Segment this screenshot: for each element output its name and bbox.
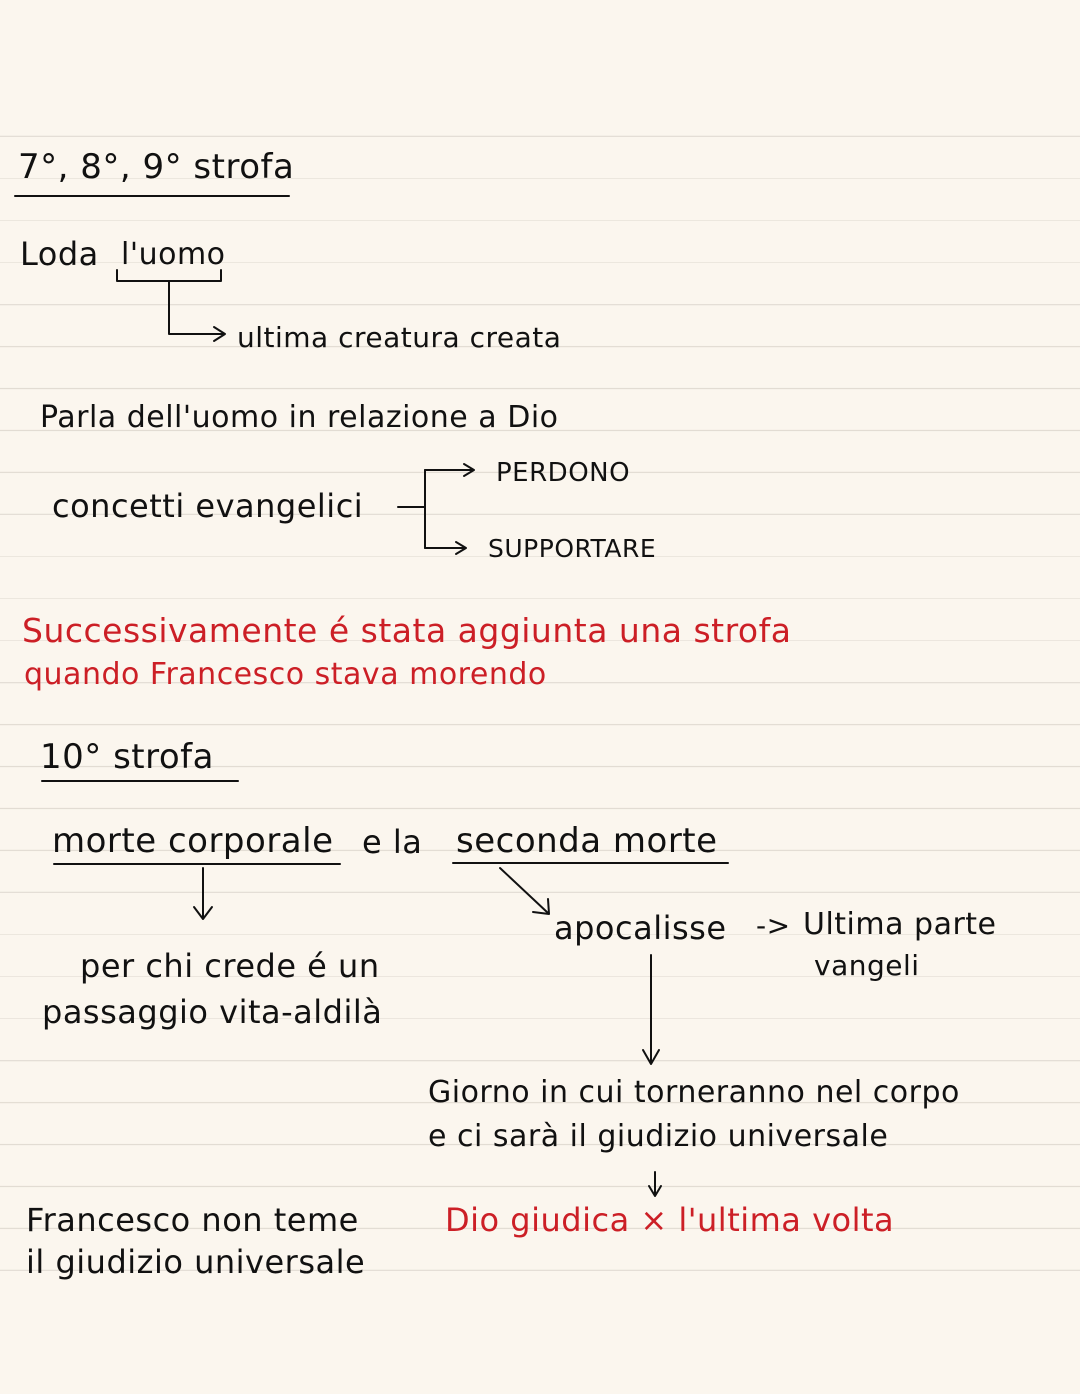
red-note-line2: quando Francesco stava morendo	[24, 657, 547, 692]
dio-giudica: Dio giudica × l'ultima volta	[445, 1201, 895, 1239]
red-note-line1: Successivamente é stata aggiunta una strofa	[22, 611, 792, 650]
apocalisse-arrow-text: ->	[756, 909, 791, 942]
apocalisse: apocalisse	[554, 909, 727, 947]
heading-top: 7°, 8°, 9° strofa	[18, 147, 295, 187]
loda-arrow	[169, 282, 224, 334]
loda-object: l'uomo	[121, 237, 226, 272]
ultima-parte-line2: vangeli	[814, 949, 920, 982]
morte-connector: e la	[362, 823, 423, 861]
ultima-parte-line1: Ultima parte	[803, 907, 997, 942]
concetti-item-supportare: SUPPORTARE	[488, 534, 657, 563]
francesco-line1: Francesco non teme	[26, 1201, 359, 1239]
morte-corporale: morte corporale	[52, 821, 334, 861]
giorno-line1: Giorno in cui torneranno nel corpo	[428, 1075, 960, 1110]
giorno-line2: e ci sarà il giudizio universale	[428, 1119, 889, 1154]
loda-prefix: Loda	[20, 235, 99, 273]
corporale-desc-line1: per chi crede é un	[80, 947, 380, 985]
francesco-line2: il giudizio universale	[26, 1243, 366, 1281]
seconda-morte: seconda morte	[456, 821, 718, 861]
heading-10: 10° strofa	[40, 737, 214, 777]
loda-arrow-text: ultima creatura creata	[237, 321, 562, 354]
parla-line: Parla dell'uomo in relazione a Dio	[40, 400, 559, 435]
corporale-desc-line2: passaggio vita-aldilà	[42, 993, 383, 1031]
concetti-item-perdono: PERDONO	[496, 458, 631, 488]
concetti-label: concetti evangelici	[52, 487, 364, 525]
apocalisse-diag-arrow	[500, 868, 548, 913]
